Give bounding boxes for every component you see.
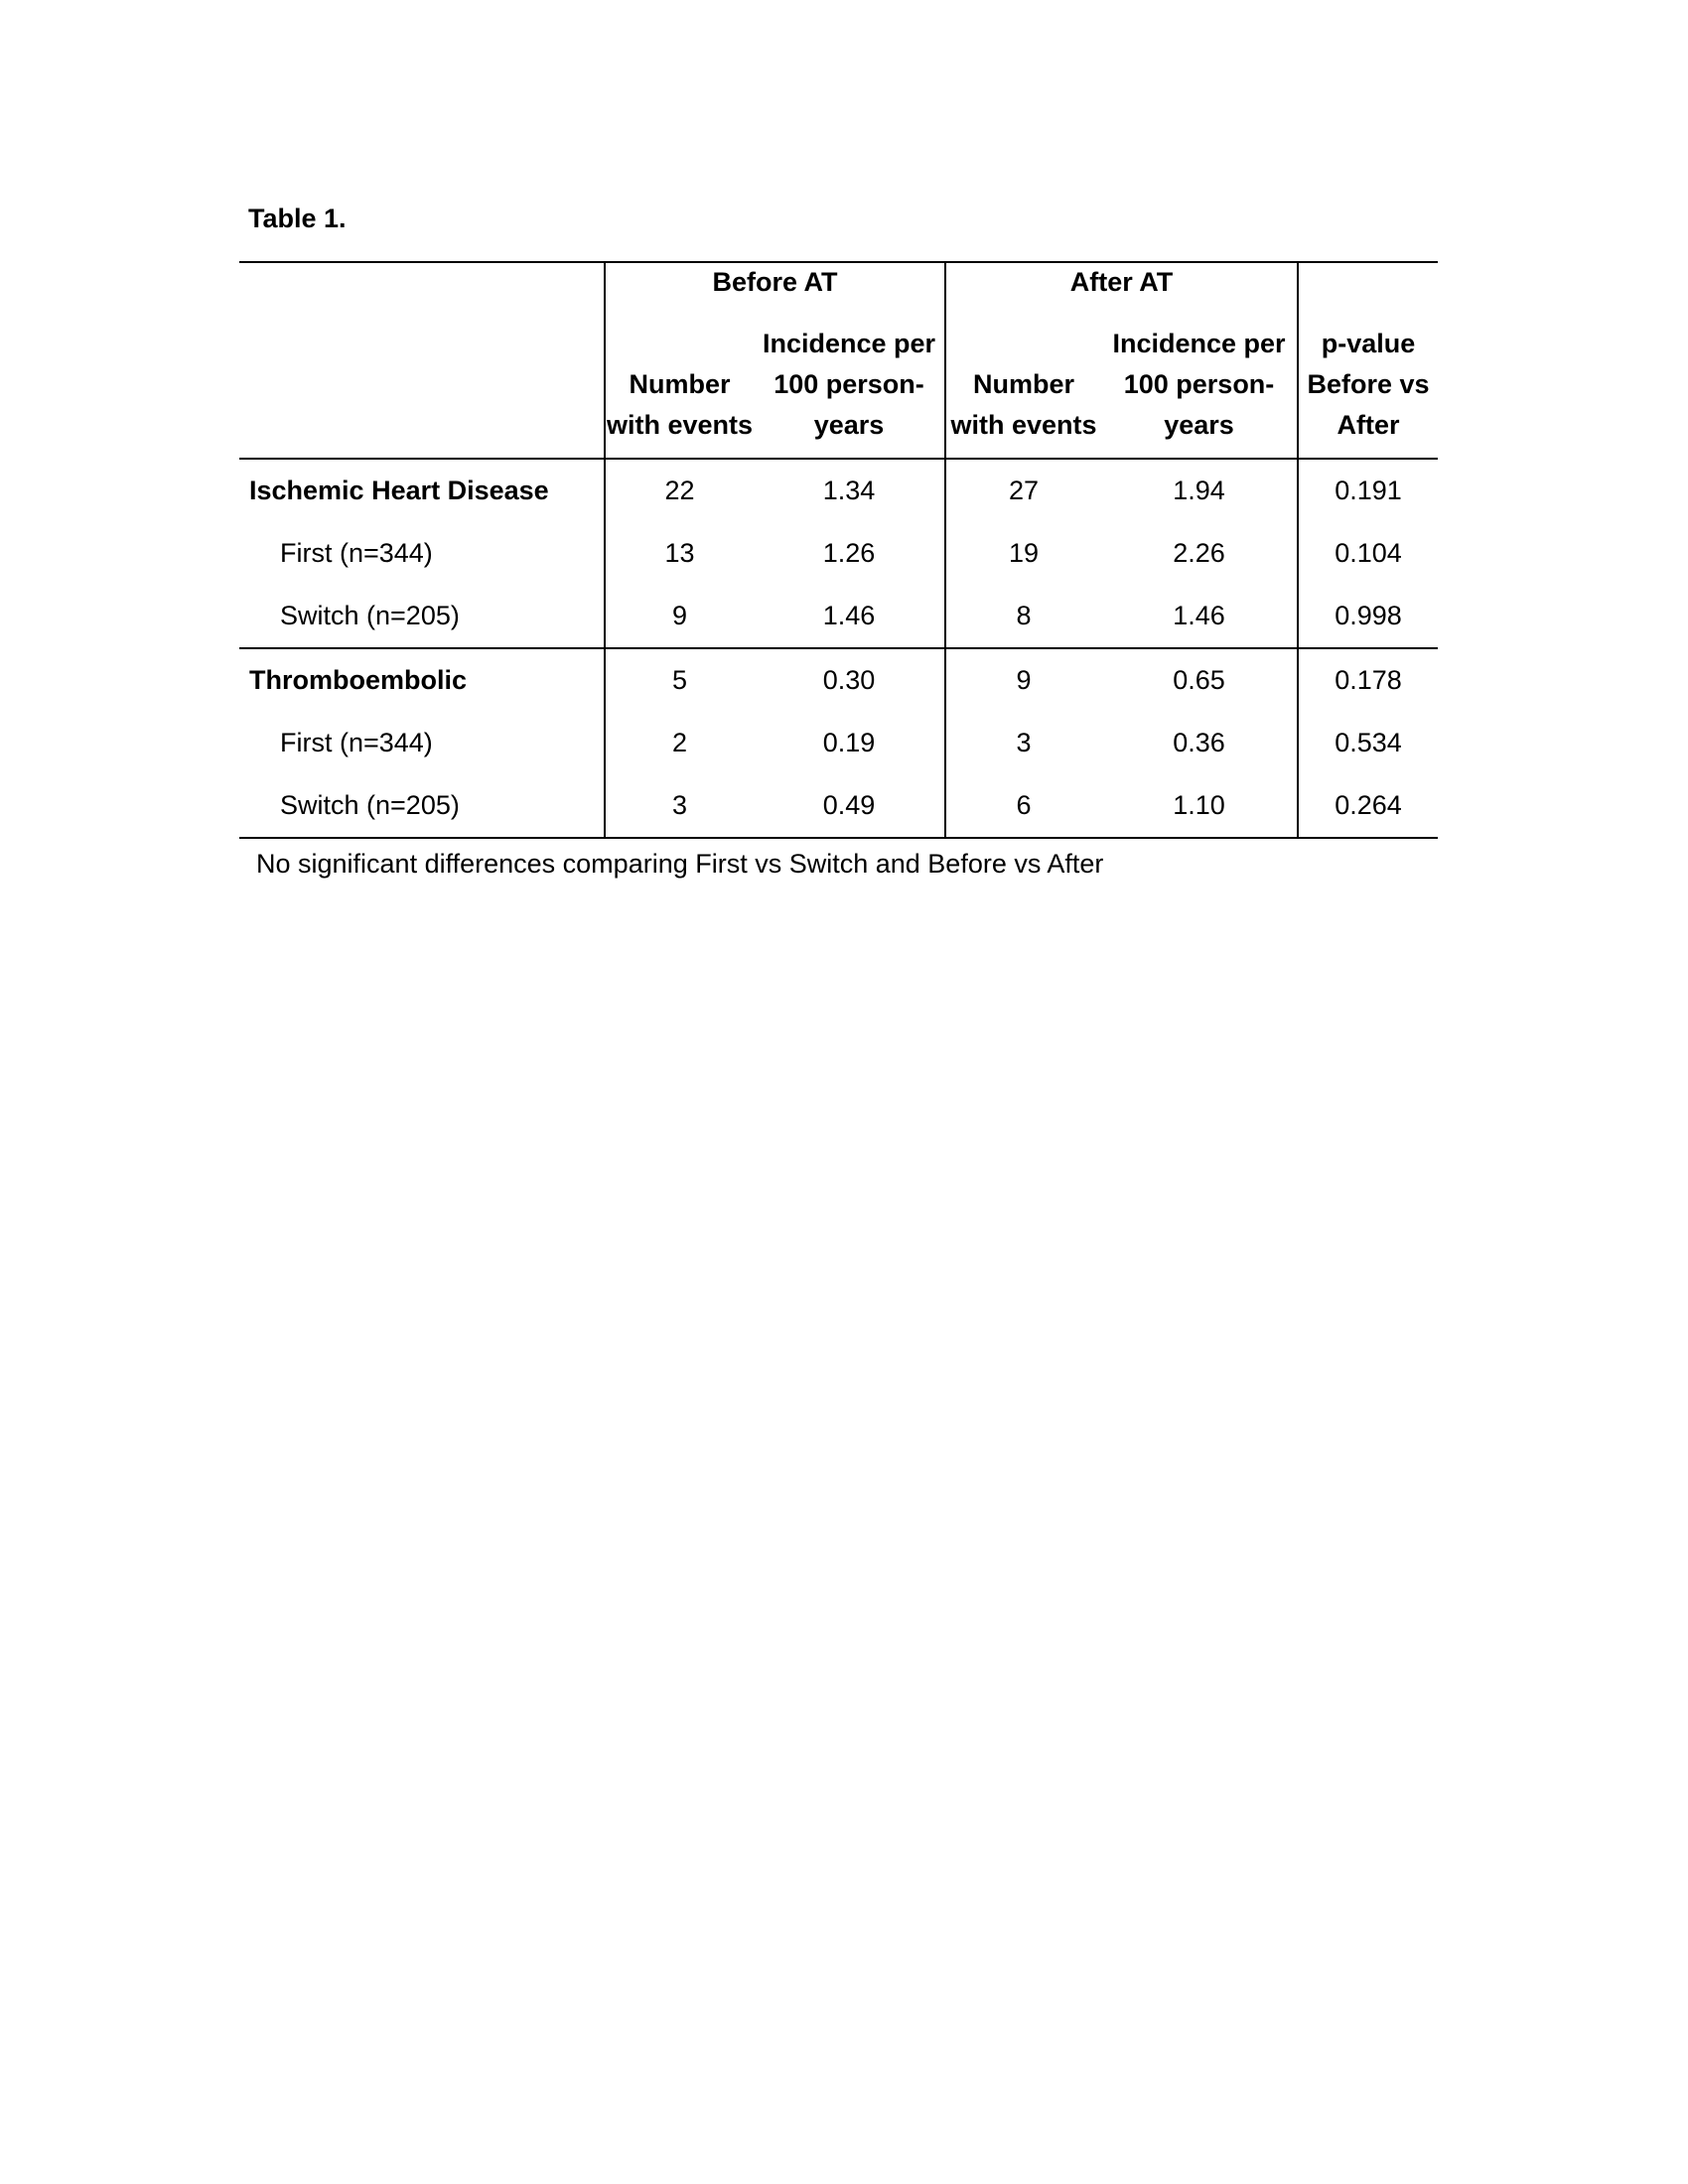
before-number-cell: 9: [605, 585, 754, 648]
pvalue-header: p-value Before vs After: [1298, 262, 1438, 459]
pvalue-cell: 0.534: [1298, 712, 1438, 774]
after-incidence-header: Incidence per 100 person-years: [1101, 307, 1298, 459]
table-row: [239, 459, 1438, 522]
before-incidence-cell: 0.49: [754, 774, 945, 838]
pvalue-cell: 0.191: [1298, 459, 1438, 522]
after-at-header: After AT: [945, 262, 1298, 307]
results-table: [239, 261, 1438, 839]
after-incidence-cell: 0.65: [1101, 648, 1298, 712]
table-row: [239, 774, 1438, 838]
corner-cell-lower: [239, 307, 605, 459]
after-incidence-cell: 0.36: [1173, 728, 1225, 757]
pvalue-cell: 0.104: [1298, 522, 1438, 585]
table-row: [239, 585, 1438, 648]
before-incidence-cell: 1.46: [822, 601, 876, 630]
after-incidence-cell: 1.46: [1173, 601, 1225, 630]
table-row: [239, 648, 1438, 712]
after-incidence-cell: 2.26: [1173, 538, 1225, 568]
row-label: First (n=344): [280, 538, 433, 568]
pvalue-cell: 0.264: [1298, 774, 1438, 838]
row-label: Switch (n=205): [239, 774, 605, 838]
before-number-cell: 13: [605, 522, 754, 585]
corner-cell: [239, 262, 605, 307]
row-label: Switch (n=205): [280, 601, 460, 630]
before-incidence-header: Incidence per 100 person-years: [754, 307, 945, 459]
after-number-header: Number with events: [945, 307, 1101, 459]
after-number-cell: 8: [945, 585, 1101, 648]
table-footnote: No significant differences comparing First vs Switch and Before vs After: [256, 849, 1104, 879]
row-label: Ischemic Heart Disease: [249, 476, 549, 505]
after-number-cell: 3: [945, 712, 1101, 774]
table-row: [239, 522, 1438, 585]
after-incidence-cell: 1.94: [1173, 476, 1225, 505]
row-label: Thromboembolic: [239, 648, 605, 712]
before-at-header: Before AT: [605, 262, 945, 307]
pvalue-cell: 0.998: [1298, 585, 1438, 648]
after-number-cell: 27: [945, 459, 1101, 522]
before-number-cell: 3: [605, 774, 754, 838]
before-number-cell: 2: [605, 712, 754, 774]
after-incidence-cell: 1.10: [1101, 774, 1298, 838]
after-number-cell: 9: [945, 648, 1101, 712]
before-incidence-cell: 1.26: [822, 538, 876, 568]
before-incidence-cell: 0.30: [754, 648, 945, 712]
table-row: [239, 712, 1438, 774]
before-incidence-cell: 1.34: [822, 476, 876, 505]
after-number-cell: 19: [945, 522, 1101, 585]
pvalue-cell: 0.178: [1298, 648, 1438, 712]
before-incidence-cell: 0.19: [822, 728, 876, 757]
before-number-header: Number with events: [605, 307, 754, 459]
after-number-cell: 6: [945, 774, 1101, 838]
before-number-cell: 5: [605, 648, 754, 712]
before-number-cell: 22: [605, 459, 754, 522]
table-title: Table 1.: [248, 204, 347, 233]
row-label: First (n=344): [280, 728, 433, 757]
